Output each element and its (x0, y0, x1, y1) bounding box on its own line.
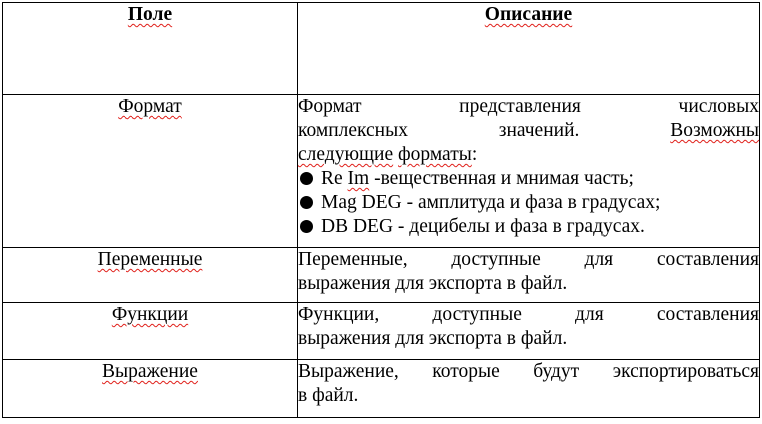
description-cell-format (298, 95, 760, 248)
field-cell-variables: Переменные (3, 248, 298, 303)
bullet-icon (300, 172, 313, 185)
bullet-icon (300, 196, 313, 209)
table-row (3, 360, 760, 418)
list-item: Re Im -вещественная и мнимая часть; (298, 167, 759, 191)
format-desc-word-possible: Возможны (670, 120, 759, 141)
field-cell-expression: Выражение (3, 360, 298, 418)
table-row (3, 248, 760, 303)
field-cell-functions: Функции (3, 303, 298, 360)
field-cell-format: Формат (3, 95, 298, 248)
table-row (3, 95, 760, 248)
fields-table (2, 2, 760, 418)
table-header-row (3, 3, 760, 95)
table-row (3, 303, 760, 360)
list-item: DB DEG - децибелы и фаза в градусах. (298, 215, 759, 239)
format-list (298, 167, 759, 239)
description-cell-variables: Переменные, доступные для составления выражения для экспорта в файл. (298, 248, 760, 303)
format-desc-line-2: комплексных значений. Возможны (298, 120, 759, 141)
format-desc-line-3: следующие форматы: (298, 144, 478, 165)
header-description: Описание (298, 3, 760, 95)
format-desc-line-1: Формат представления числовых (298, 96, 759, 117)
description-cell-functions: Функции, доступные для составления выражения для экспорта в файл. (298, 303, 760, 360)
bullet-icon (300, 220, 313, 233)
description-cell-expression: Выражение, которые будут экспортироваться в файл. (298, 360, 760, 418)
header-field: Поле (3, 3, 298, 95)
list-item: Mag DEG - амплитуда и фаза в градусах; (298, 191, 759, 215)
